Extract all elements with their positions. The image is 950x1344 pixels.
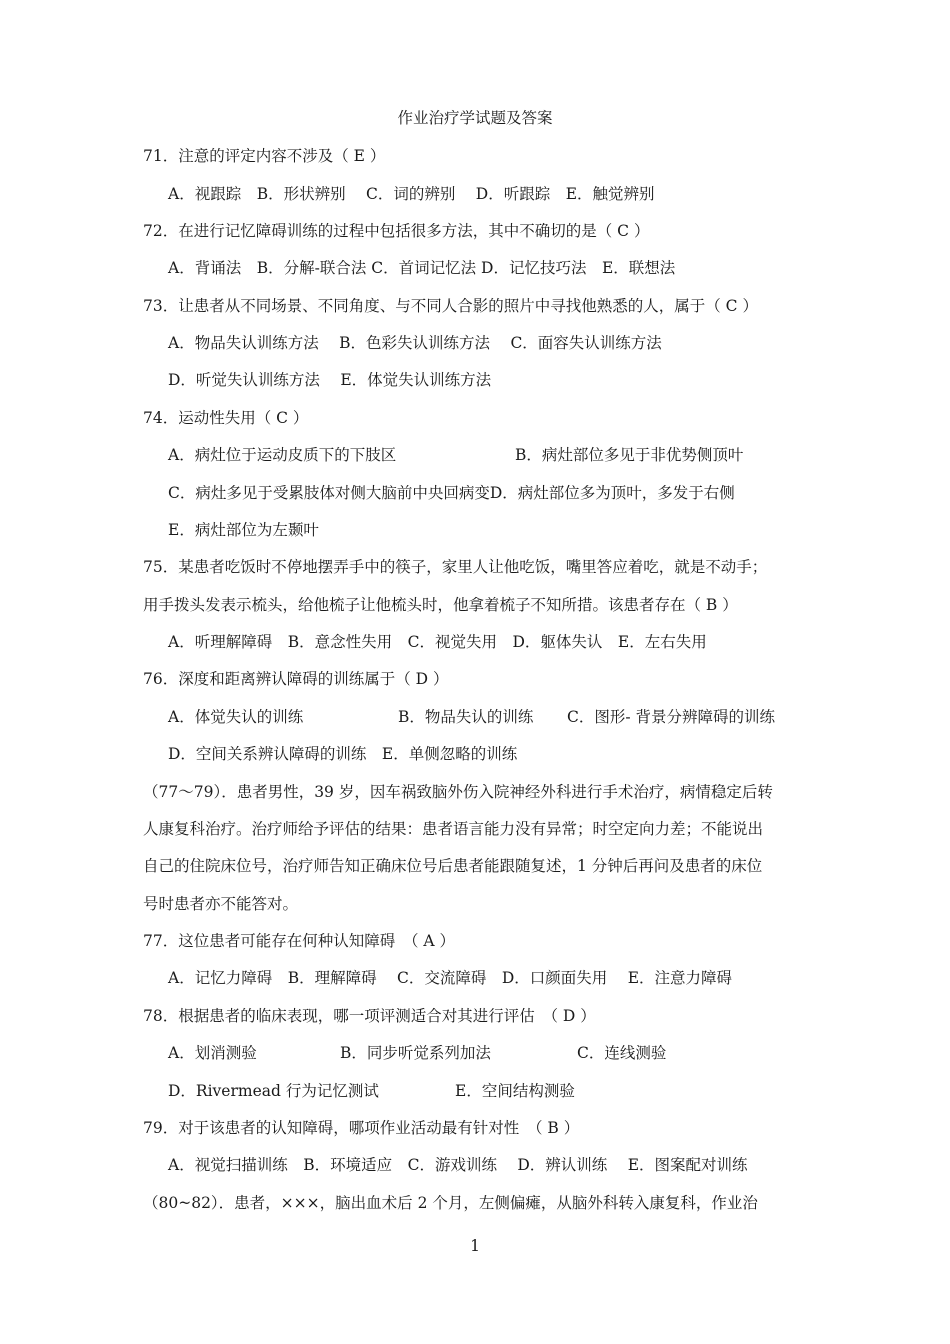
- case-80-82-line-1: （80~82）．患者，×××，脑出血术后 2 个月，左侧偏瘫，从脑外科转入康复科，作业治: [143, 1194, 758, 1212]
- question-72-options: A．背诵法 B．分解-联合法 C．首词记忆法 D．记忆技巧法 E．联想法: [168, 259, 676, 277]
- case-77-79-line-3: 自己的住院床位号，治疗师告知正确床位号后患者能跟随复述，1 分钟后再问及患者的床位: [143, 857, 763, 875]
- question-74-option-e: E．病灶部位为左颞叶: [168, 521, 319, 539]
- question-75-line-2: 用手拨头发表示梳头，给他梳子让他梳头时，他拿着梳子不知所措。该患者存在（ B ）: [143, 596, 738, 614]
- question-74-option-a: A．病灶位于运动皮质下的下肢区: [168, 446, 397, 464]
- question-73-options-2: D．听觉失认训练方法 E．体觉失认训练方法: [168, 371, 492, 389]
- question-78-option-b: B．同步听觉系列加法: [340, 1044, 491, 1062]
- question-73: 73．让患者从不同场景、不同角度、与不同人合影的照片中寻找他熟悉的人，属于（ C ）: [143, 297, 758, 315]
- question-71: 71．注意的评定内容不涉及（ E ）: [143, 147, 386, 165]
- question-78-option-a: A．划消测验: [168, 1044, 257, 1062]
- question-77-options: A．记忆力障碍 B．理解障碍 C．交流障碍 D．口颜面失用 E．注意力障碍: [168, 969, 733, 987]
- case-77-79-line-4: 号时患者亦不能答对。: [143, 895, 299, 913]
- question-74: 74．运动性失用（ C ）: [143, 409, 309, 427]
- question-78-option-e: E．空间结构测验: [455, 1082, 575, 1100]
- question-72: 72．在进行记忆障碍训练的过程中包括很多方法，其中不确切的是（ C ）: [143, 222, 650, 240]
- question-75-line-1: 75．某患者吃饭时不停地摆弄手中的筷子，家里人让他吃饭，嘴里答应着吃，就是不动手；: [143, 558, 768, 576]
- question-78-option-d: D．Rivermead 行为记忆测试: [168, 1082, 379, 1100]
- question-78: 78．根据患者的临床表现，哪一项评测适合对其进行评估 （ D ）: [143, 1007, 596, 1025]
- question-74-option-b: B．病灶部位多见于非优势侧顶叶: [515, 446, 744, 464]
- question-76-option-a: A．体觉失认的训练: [168, 708, 304, 726]
- document-title: 作业治疗学试题及答案: [397, 109, 553, 127]
- question-71-options: A．视跟踪 B．形状辨别 C．词的辨别 D．听跟踪 E．触觉辨别: [168, 185, 655, 203]
- question-79: 79．对于该患者的认知障碍，哪项作业活动最有针对性 （ B ）: [143, 1119, 580, 1137]
- question-75-options: A．听理解障碍 B．意念性失用 C．视觉失用 D．躯体失认 E．左右失用: [168, 633, 707, 651]
- case-77-79-line-1: （77～79）．患者男性，39 岁，因车祸致脑外伤入院神经外科进行手术治疗，病情稳定后转: [143, 783, 773, 801]
- question-74-options-2: C．病灶多见于受累肢体对侧大脑前中央回病变D．病灶部位多为顶叶，多发于右侧: [168, 484, 735, 502]
- question-77: 77．这位患者可能存在何种认知障碍 （ A ）: [143, 932, 456, 950]
- question-76: 76．深度和距离辨认障碍的训练属于（ D ）: [143, 670, 449, 688]
- question-79-options: A．视觉扫描训练 B．环境适应 C．游戏训练 D．辨认训练 E．图案配对训练: [168, 1156, 748, 1174]
- question-76-option-b: B．物品失认的训练: [398, 708, 534, 726]
- page-number: 1: [470, 1237, 480, 1255]
- question-76-options-2: D．空间关系辨认障碍的训练 E．单侧忽略的训练: [168, 745, 518, 763]
- case-77-79-line-2: 人康复科治疗。治疗师给予评估的结果：患者语言能力没有异常；时空定向力差；不能说出: [143, 820, 764, 838]
- question-76-option-c: C．图形- 背景分辨障碍的训练: [567, 708, 776, 726]
- question-78-option-c: C．连线测验: [577, 1044, 667, 1062]
- question-73-options-1: A．物品失认训练方法 B．色彩失认训练方法 C．面容失认训练方法: [168, 334, 662, 352]
